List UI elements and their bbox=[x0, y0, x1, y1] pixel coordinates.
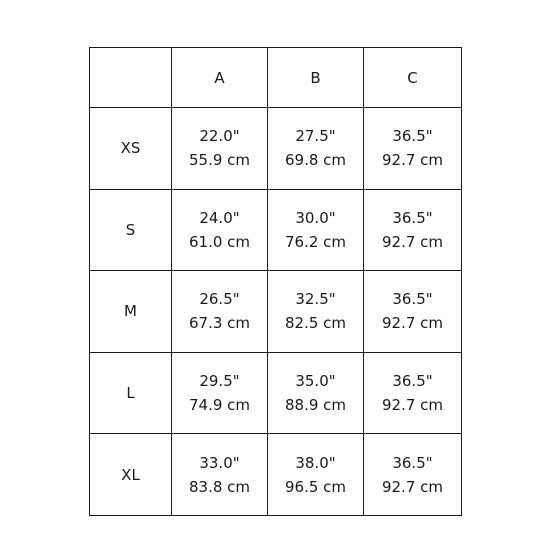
size-label: XS bbox=[90, 108, 172, 190]
inches-value: 29.5" bbox=[199, 372, 240, 391]
inches-value: 24.0" bbox=[199, 208, 240, 227]
size-label: L bbox=[90, 352, 172, 434]
measurement-cell bbox=[364, 352, 462, 434]
table-row bbox=[90, 108, 462, 190]
table-row bbox=[90, 352, 462, 434]
inches-value: 36.5" bbox=[392, 127, 433, 146]
column-header-b: B bbox=[268, 48, 364, 108]
measurement-cell bbox=[172, 271, 268, 353]
table-row bbox=[90, 271, 462, 353]
inches-value: 27.5" bbox=[295, 127, 336, 146]
inches-value: 36.5" bbox=[392, 290, 433, 309]
column-header-a: A bbox=[172, 48, 268, 108]
measurement-cell bbox=[172, 434, 268, 516]
table-row bbox=[90, 189, 462, 271]
measurement-cell bbox=[268, 108, 364, 190]
cm-value: 61.0 cm bbox=[188, 232, 251, 251]
inches-value: 35.0" bbox=[295, 372, 336, 391]
cm-value: 92.7 cm bbox=[381, 396, 444, 415]
cm-value: 92.7 cm bbox=[381, 477, 444, 496]
cm-value: 74.9 cm bbox=[188, 396, 251, 415]
size-label: M bbox=[90, 271, 172, 353]
inches-value: 30.0" bbox=[295, 208, 336, 227]
measurement-cell bbox=[364, 271, 462, 353]
inches-value: 32.5" bbox=[295, 290, 336, 309]
inches-value: 36.5" bbox=[392, 372, 433, 391]
size-label: S bbox=[90, 189, 172, 271]
inches-value: 22.0" bbox=[199, 127, 240, 146]
inches-value: 26.5" bbox=[199, 290, 240, 309]
inches-value: 33.0" bbox=[199, 453, 240, 472]
cm-value: 96.5 cm bbox=[284, 477, 347, 496]
cm-value: 92.7 cm bbox=[381, 232, 444, 251]
column-header-c: C bbox=[364, 48, 462, 108]
cm-value: 67.3 cm bbox=[188, 314, 251, 333]
measurement-cell bbox=[172, 189, 268, 271]
inches-value: 36.5" bbox=[392, 208, 433, 227]
measurement-cell bbox=[268, 271, 364, 353]
cm-value: 76.2 cm bbox=[284, 232, 347, 251]
inches-value: 36.5" bbox=[392, 453, 433, 472]
cm-value: 82.5 cm bbox=[284, 314, 347, 333]
measurement-cell bbox=[364, 434, 462, 516]
cm-value: 55.9 cm bbox=[188, 151, 251, 170]
cm-value: 88.9 cm bbox=[284, 396, 347, 415]
corner-cell bbox=[90, 48, 172, 108]
header-row bbox=[90, 48, 462, 108]
measurement-cell bbox=[364, 189, 462, 271]
table-row bbox=[90, 434, 462, 516]
measurement-cell bbox=[172, 352, 268, 434]
inches-value: 38.0" bbox=[295, 453, 336, 472]
size-chart-table bbox=[89, 47, 462, 516]
measurement-cell bbox=[364, 108, 462, 190]
cm-value: 92.7 cm bbox=[381, 151, 444, 170]
cm-value: 92.7 cm bbox=[381, 314, 444, 333]
measurement-cell bbox=[268, 434, 364, 516]
size-label: XL bbox=[90, 434, 172, 516]
cm-value: 83.8 cm bbox=[188, 477, 251, 496]
measurement-cell bbox=[268, 189, 364, 271]
cm-value: 69.8 cm bbox=[284, 151, 347, 170]
measurement-cell bbox=[172, 108, 268, 190]
measurement-cell bbox=[268, 352, 364, 434]
